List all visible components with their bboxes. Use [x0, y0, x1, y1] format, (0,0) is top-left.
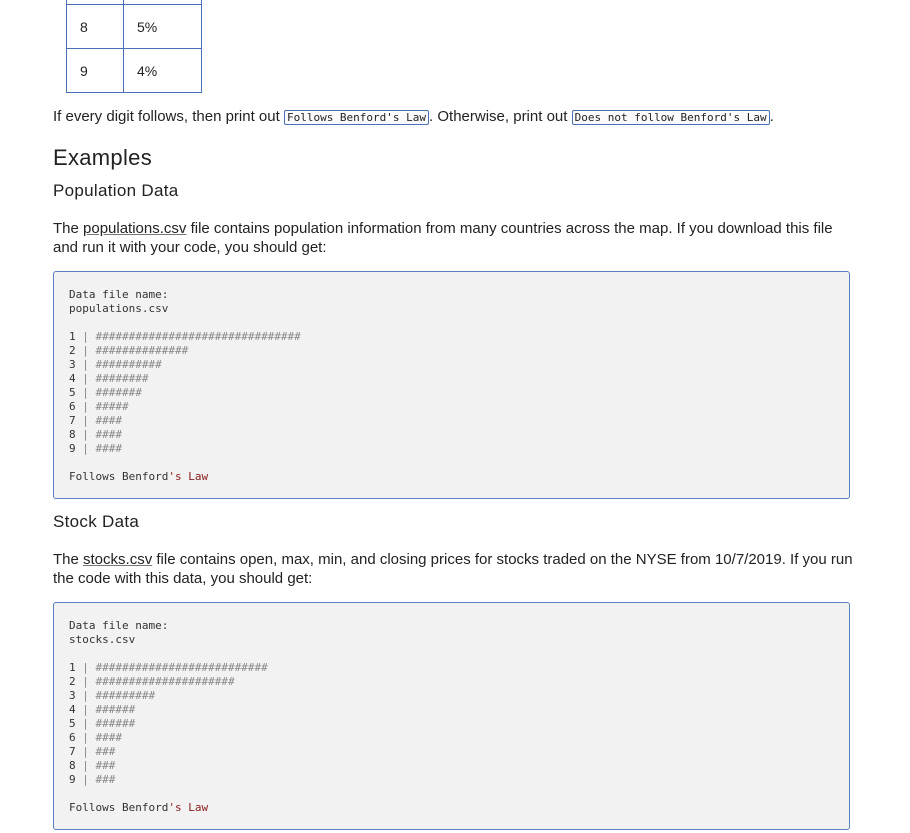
histogram-bar: ##### [95, 400, 129, 413]
histogram-separator: | [75, 759, 96, 772]
blank-line [69, 316, 834, 330]
intro-text: . Otherwise, print out [429, 108, 572, 125]
histogram-bar: ### [95, 745, 116, 758]
histogram-digit: 5 [69, 386, 76, 399]
histogram-bar: ############################### [95, 330, 301, 343]
output-filename: populations.csv [69, 302, 169, 315]
intro-text: . [769, 108, 774, 125]
histogram-digit: 2 [69, 344, 76, 357]
histogram-row [69, 400, 834, 414]
histogram-bar: ############## [95, 344, 189, 357]
histogram-digit: 4 [69, 372, 76, 385]
code-follows: Follows Benford's Law [284, 110, 429, 125]
histogram-digit: 2 [69, 675, 76, 688]
paragraph-text: file contains population information from many countries across the map. If you download this file and run it with your code, you should get: [53, 220, 833, 256]
output-result [69, 801, 834, 815]
table-cell-percent: 4% [124, 49, 202, 93]
histogram-row [69, 414, 834, 428]
histogram-row [69, 386, 834, 400]
examples-heading: Examples [53, 145, 152, 170]
table-row [67, 5, 202, 49]
output-filename: stocks.csv [69, 633, 136, 646]
histogram-separator: | [75, 442, 96, 455]
histogram-digit: 9 [69, 773, 76, 786]
histogram-row [69, 428, 834, 442]
histogram-digit: 6 [69, 400, 76, 413]
table-row [67, 49, 202, 93]
paragraph-text: file contains open, max, min, and closing prices for stocks traded on the NYSE from 10/7/2019. If you run the code with this data, you should get: [53, 551, 853, 587]
histogram-separator: | [75, 358, 96, 371]
histogram-separator: | [75, 386, 96, 399]
result-text-highlighted: 's Law [168, 801, 209, 814]
histogram-digit: 3 [69, 358, 76, 371]
histogram-row [69, 717, 834, 731]
histogram-digit: 5 [69, 717, 76, 730]
output-label: Data file name: [69, 619, 169, 632]
histogram-separator: | [75, 414, 96, 427]
stock-output-block [53, 602, 850, 830]
populations-csv-link[interactable]: populations.csv [83, 220, 187, 237]
table-cell-digit: 8 [67, 5, 124, 49]
output-result [69, 470, 834, 484]
histogram-bar: #### [95, 442, 122, 455]
histogram-row [69, 689, 834, 703]
histogram-digit: 4 [69, 703, 76, 716]
population-paragraph [53, 219, 853, 257]
output-label: Data file name: [69, 288, 169, 301]
histogram-separator: | [75, 330, 96, 343]
histogram-separator: | [75, 344, 96, 357]
result-text: Follows Benford [69, 470, 169, 483]
histogram-digit: 9 [69, 442, 76, 455]
histogram-bar: ######### [95, 689, 156, 702]
histogram-bar: ### [95, 759, 116, 772]
histogram-row [69, 759, 834, 773]
histogram-row [69, 745, 834, 759]
histogram-row [69, 703, 834, 717]
histogram-row [69, 442, 834, 456]
histogram-row [69, 731, 834, 745]
population-output-block [53, 271, 850, 499]
histogram-separator: | [75, 717, 96, 730]
benford-distribution-table [66, 0, 202, 93]
histogram-row [69, 330, 834, 344]
histogram-separator: | [75, 372, 96, 385]
histogram-separator: | [75, 689, 96, 702]
histogram-bar: ### [95, 773, 116, 786]
histogram-digit: 1 [69, 330, 76, 343]
histogram-bar: ########## [95, 358, 162, 371]
histogram-row [69, 358, 834, 372]
histogram-separator: | [75, 731, 96, 744]
histogram-digit: 7 [69, 745, 76, 758]
histogram-digit: 8 [69, 428, 76, 441]
histogram-bar: ########################## [95, 661, 268, 674]
histogram-bar: #### [95, 414, 122, 427]
histogram-separator: | [75, 428, 96, 441]
histogram-row [69, 675, 834, 689]
histogram-bar: #### [95, 428, 122, 441]
histogram-bar: #### [95, 731, 122, 744]
stocks-csv-link[interactable]: stocks.csv [83, 551, 153, 568]
histogram-digit: 7 [69, 414, 76, 427]
intro-text: If every digit follows, then print out [53, 108, 284, 125]
paragraph-text: The [53, 551, 84, 568]
histogram-bar: ####### [95, 386, 142, 399]
paragraph-text: The [53, 220, 84, 237]
histogram-separator: | [75, 675, 96, 688]
code-not-follows: Does not follow Benford's Law [572, 110, 770, 125]
histogram-separator: | [75, 745, 96, 758]
histogram-row [69, 661, 834, 675]
stock-heading: Stock Data [53, 512, 140, 531]
histogram-row [69, 773, 834, 787]
histogram-digit: 8 [69, 759, 76, 772]
blank-line [69, 787, 834, 801]
histogram-digit: 3 [69, 689, 76, 702]
stock-paragraph [53, 550, 853, 588]
blank-line [69, 456, 834, 470]
population-heading: Population Data [53, 181, 179, 200]
histogram-separator: | [75, 773, 96, 786]
blank-line [69, 647, 834, 661]
histogram-row [69, 344, 834, 358]
histogram-bar: ###### [95, 703, 136, 716]
histogram-digit: 1 [69, 661, 76, 674]
histogram-bar: ###### [95, 717, 136, 730]
histogram-separator: | [75, 400, 96, 413]
histogram-row [69, 372, 834, 386]
table-cell-digit: 9 [67, 49, 124, 93]
histogram-bar: ######## [95, 372, 149, 385]
histogram-separator: | [75, 703, 96, 716]
result-text: Follows Benford [69, 801, 169, 814]
result-text-highlighted: 's Law [168, 470, 209, 483]
histogram-bar: ##################### [95, 675, 235, 688]
intro-paragraph [53, 107, 853, 127]
histogram-separator: | [75, 661, 96, 674]
table-cell-percent: 5% [124, 5, 202, 49]
histogram-digit: 6 [69, 731, 76, 744]
